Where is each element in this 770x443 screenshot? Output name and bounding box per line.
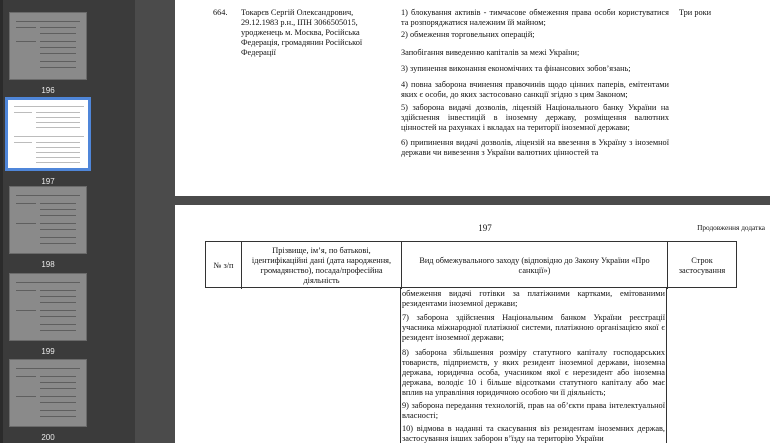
sanction-item: 9) заборона передання технологій, прав на об’єкти права інтелектуальної власності;: [402, 401, 665, 420]
thumbnail-page-number: 197: [41, 177, 55, 186]
row-number: 664.: [213, 8, 228, 17]
thumbnail-page-number: 200: [41, 433, 55, 442]
column-divider: [666, 287, 667, 443]
continuation-note: Продовження додатка: [697, 223, 765, 232]
sanction-item: 8) заборона збільшення розміру статутного капіталу господарських товариств, підприємств, у яких резидент іноземної держави, іноземна держава, юридична особа, учасником якої є нерезидент або іноземна держава, володіє 10 і більше відсотками статутного капіталу або має вплив на управління юридичною особою чи її діяльність;: [402, 348, 665, 397]
column-divider: [400, 287, 401, 443]
document-page-197: [175, 205, 770, 443]
thumbnail-page-number: 199: [41, 347, 55, 356]
page-thumbnail-sidebar[interactable]: [0, 0, 135, 443]
sanction-item: 6) припинення видачі дозволів, ліцензій на ввезення в Україну з іноземної держави чи вивезення з України валютних цінностей та: [401, 138, 669, 157]
document-page-top: [175, 0, 770, 196]
sanction-item: 1) блокування активів - тимчасове обмеження права особи користуватися та розпоряджатися належним їй майном;: [401, 8, 669, 27]
thumbnail-image: [9, 359, 87, 427]
sidebar-scrollbar[interactable]: [0, 0, 3, 443]
thumbnail-image: [9, 273, 87, 341]
sanction-item: обмеження видачі готівки за платіжними картками, емітованими резидентами іноземної держави;: [402, 289, 665, 308]
table-header: [205, 241, 737, 288]
sanction-item: 5) заборона видачі дозволів, ліцензій Національного банку України на здійснення інвестицій в іноземну державу, розміщення валютних цінностей на рахунках і вкладах на території іноземної держави;: [401, 103, 669, 132]
sanction-item: 4) повна заборона вчинення правочинів щодо цінних паперів, емітентами яких є особи, до яких застосовано санкції згідно з цим Законом;: [401, 80, 669, 99]
header-term: Строк застосування: [678, 255, 726, 275]
sanction-item: 7) заборона здійснення Національним банком України реєстрації учасника міжнародної платіжної системи, платіжною організацією якої є резидент іноземної держави;: [402, 313, 665, 342]
document-viewer[interactable]: [135, 0, 770, 443]
page-number: 197: [478, 223, 492, 233]
sanction-item: Запобігання виведенню капіталів за межі України;: [401, 48, 580, 57]
header-number: № з/п: [206, 242, 242, 289]
sanction-item: 2) обмеження торговельних операцій;: [401, 30, 535, 39]
thumbnail-page-196[interactable]: [5, 12, 91, 95]
header-person: Прізвище, ім’я, по батькові, ідентифікаційні дані (дата народження, громадянство), посада/професійна діяльність: [242, 242, 402, 289]
thumbnail-page-198[interactable]: [5, 186, 91, 269]
thumbnail-image: [5, 97, 91, 171]
thumbnail-image: [9, 186, 87, 254]
person-details: Токарєв Сергій Олександрович, 29.12.1983 р.н., ІПН 3066505015, уродженець м. Москва, Російська Федерація, громадянин Російської Федерації: [241, 8, 363, 57]
header-measure: Вид обмежувального заходу (відповідно до Закону України «Про санкції»): [402, 242, 668, 289]
thumbnail-page-199[interactable]: [5, 273, 91, 356]
sanction-term: Три роки: [678, 8, 712, 17]
thumbnail-page-number: 198: [41, 260, 55, 269]
sanction-item: 3) зупинення виконання економічних та фінансових зобов’язань;: [401, 64, 631, 73]
thumbnail-image: [9, 12, 87, 80]
sanction-item: 10) відмова в наданні та скасування віз резидентам іноземних держав, застосування інших заборон в’їзду на територію України: [402, 424, 665, 443]
thumbnail-page-number: 196: [41, 86, 55, 95]
thumbnail-page-197[interactable]: [5, 97, 91, 186]
thumbnail-page-200[interactable]: [5, 359, 91, 442]
